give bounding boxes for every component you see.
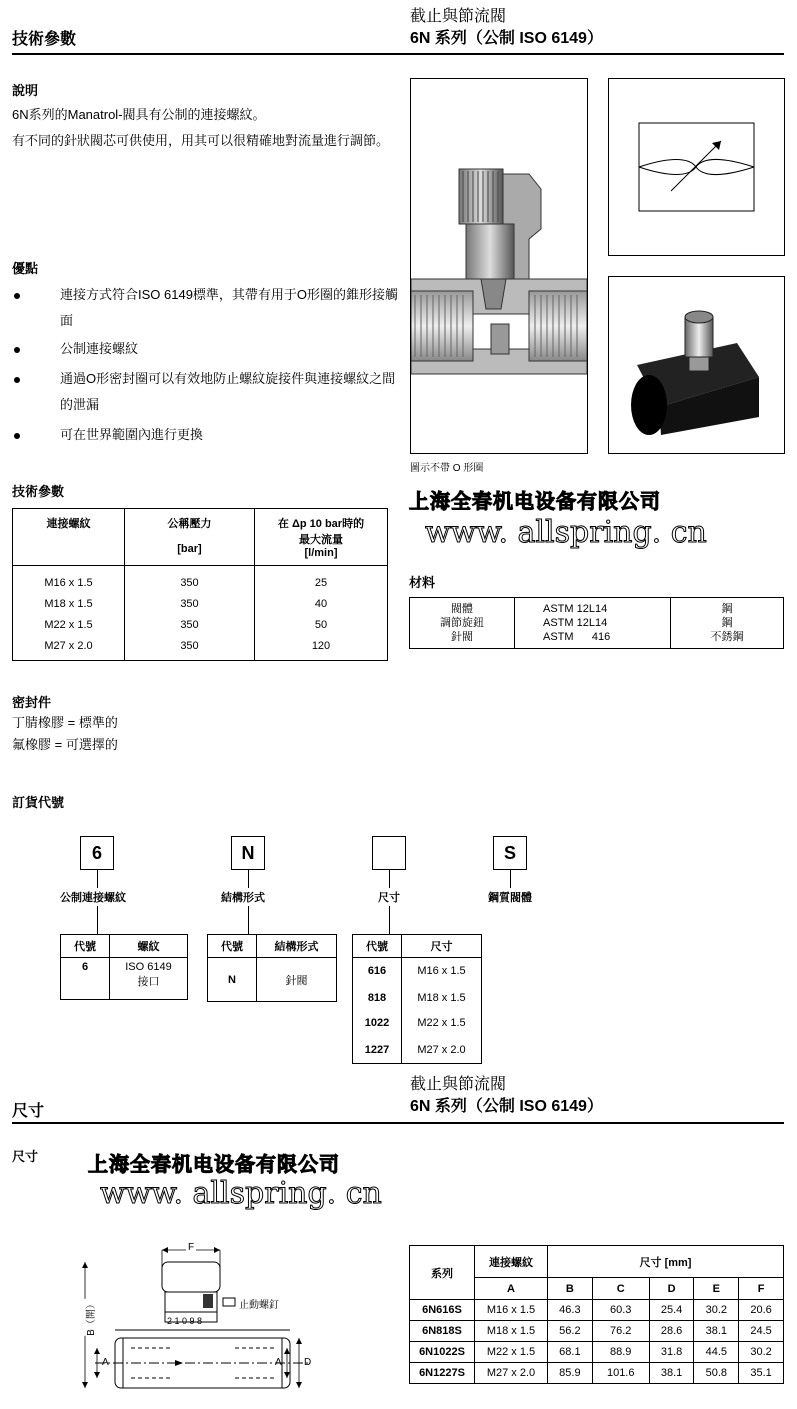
label-size: 尺寸 xyxy=(378,892,400,904)
bullet-icon xyxy=(14,293,20,299)
table-row: 1022 M22 x 1.5 xyxy=(353,1010,482,1036)
label-metric-thread: 公制連接螺紋 xyxy=(60,892,126,904)
product-title-line2: 6N 系列（公制 ISO 6149） xyxy=(410,30,603,47)
structure-code-table: 代號 結構形式 N 針閥 xyxy=(207,934,337,1002)
material-specs: ASTM 12L14 ASTM 12L14 ASTM 416 xyxy=(515,598,671,649)
bullet-icon xyxy=(14,377,20,383)
connector-line xyxy=(248,870,249,888)
table-row: M22 x 1.5 350 50 xyxy=(13,614,388,635)
advantage-item: 可在世界範圍內進行更換 xyxy=(14,422,394,448)
watermark-company: 上海全春机电设备有限公司 xyxy=(88,1152,340,1176)
valve-photo-image xyxy=(608,276,785,454)
watermark-company: 上海全春机电设备有限公司 xyxy=(409,489,661,513)
materials-heading: 材料 xyxy=(409,575,436,590)
description-line2: 有不同的針狀閥芯可供使用，用其可以很精確地對流量進行調節。 xyxy=(12,133,390,148)
tech-params-table xyxy=(12,508,388,661)
connector-line xyxy=(248,906,249,934)
throttle-symbol-icon xyxy=(609,79,784,255)
product-title-2: 截止與節流閥 6N 系列（公制 ISO 6149） xyxy=(410,1076,603,1115)
stop-screw-label: 止動螺釘 xyxy=(239,1300,279,1311)
advantages-heading: 優點 xyxy=(12,261,39,276)
dimensions-section-title: 尺寸 xyxy=(12,1103,45,1120)
material-parts: 閥體 調節旋鈕 針閥 xyxy=(410,598,515,649)
description-heading: 說明 xyxy=(12,83,39,98)
dimensions-table: 系列 連接螺紋 尺寸 [mm] A B C D E F 6N616S M16 x 1.5 46.3 60.3 25.4 30.2 20.6 6N818S M18 x 1.5 56.2 76.2 28.6 38.1 24.5 6N1022S M22 x 1.5 68.1 88.9 31.8 44.5 30.2 6N1227S M27 x 2.0 85.9 101.6 38.1 50.8 35.1 xyxy=(409,1245,784,1384)
col-header-flow: 在 Δp 10 bar時的 最大流量 [l/min] xyxy=(255,509,388,566)
connector-line xyxy=(389,906,390,934)
seals-text: 丁腈橡膠 = 標準的 氟橡膠 = 可選擇的 xyxy=(12,715,118,752)
dim-label-d: D xyxy=(304,1357,312,1368)
table-row: 6 ISO 6149 接口 xyxy=(61,958,188,1000)
col-header-series: 系列 xyxy=(410,1246,475,1300)
thread-code-table: 代號 螺紋 6 ISO 6149 接口 xyxy=(60,934,188,1000)
col-header-thread: 連接螺紋 xyxy=(475,1246,548,1278)
table-row: M27 x 2.0 350 120 xyxy=(13,635,388,661)
connector-line xyxy=(510,870,511,888)
material-types: 鋼 鋼 不銹鋼 xyxy=(710,603,744,643)
watermark-url: www. allspring. cn xyxy=(425,515,707,550)
image-caption: 圖示不帶 O 形圈 xyxy=(410,463,484,474)
connector-line xyxy=(97,870,98,888)
bullet-icon xyxy=(14,347,20,353)
connector-line xyxy=(389,870,390,888)
table-row: 6N1022S M22 x 1.5 68.1 88.9 31.8 44.5 30.2 xyxy=(410,1342,784,1363)
table-row: 6N1227S M27 x 2.0 85.9 101.6 38.1 50.8 35.1 xyxy=(410,1363,784,1384)
description-line1: 6N系列的Manatrol-閥具有公制的連接螺紋。 xyxy=(12,107,266,122)
table-row: 6N616S M16 x 1.5 46.3 60.3 25.4 30.2 20.6 xyxy=(410,1300,784,1321)
valve-photo-icon xyxy=(609,277,784,453)
code-box-size xyxy=(372,836,406,870)
table-row: M18 x 1.5 350 40 xyxy=(13,593,388,614)
col-header-pressure: 公稱壓力 [bar] xyxy=(125,509,255,566)
ordering-heading: 訂貨代號 xyxy=(12,795,65,810)
bullet-icon xyxy=(14,433,20,439)
page-section-title: 技術參數 xyxy=(12,31,77,48)
col-header-dimensions: 尺寸 [mm] xyxy=(548,1246,784,1278)
valve-cutaway-icon xyxy=(411,79,587,453)
dimension-drawing xyxy=(75,1240,315,1400)
flow-symbol-image xyxy=(608,78,785,256)
dimensions-heading: 尺寸 xyxy=(12,1149,39,1164)
table-row: 6N818S M18 x 1.5 56.2 76.2 28.6 38.1 24.5 xyxy=(410,1321,784,1342)
product-title-line1: 截止與節流閥 xyxy=(410,8,507,25)
label-structure: 結構形式 xyxy=(221,892,265,904)
code-box-type: N xyxy=(231,836,265,870)
advantage-item: 連接方式符合ISO 6149標準，其帶有用于O形圈的錐形接觸面 xyxy=(14,282,394,334)
description-text xyxy=(12,104,394,152)
table-row: N 針閥 xyxy=(208,958,337,1002)
table-row: 616 M16 x 1.5 xyxy=(353,958,482,985)
advantage-item: 公制連接螺紋 xyxy=(14,336,394,362)
header-rule xyxy=(12,53,784,55)
dim-label-b: B（開） xyxy=(82,1299,97,1336)
col-header-thread: 連接螺紋 xyxy=(13,509,125,566)
materials-table xyxy=(409,597,784,649)
tech-params-heading: 技術參數 xyxy=(12,484,65,499)
table-row: 818 M18 x 1.5 xyxy=(353,985,482,1011)
table-row: 1227 M27 x 2.0 xyxy=(353,1036,482,1063)
dim-label-a-left: A xyxy=(102,1357,109,1368)
connector-line xyxy=(97,906,98,934)
size-code-table: 代號 尺寸 616 M16 x 1.5 818 M18 x 1.5 1022 M22 x 1.5 1227 M27 x 2.0 xyxy=(352,934,482,1064)
table-row: M16 x 1.5 350 25 xyxy=(13,566,388,594)
dim-label-a-right: A xyxy=(275,1357,282,1368)
watermark-url: www. allspring. cn xyxy=(100,1176,382,1211)
seals-heading: 密封件 xyxy=(12,695,52,710)
valve-cutaway-image xyxy=(410,78,588,454)
dim-label-f: F xyxy=(188,1242,195,1253)
product-title xyxy=(410,6,603,50)
scale-marks: 2 1 0 9 8 xyxy=(167,1316,203,1326)
code-box-thread: 6 xyxy=(80,836,114,870)
label-steel-body: 鋼質閥體 xyxy=(488,892,532,904)
code-box-steel: S xyxy=(493,836,527,870)
header-rule-2 xyxy=(12,1122,784,1124)
advantage-item: 通過O形密封圈可以有效地防止螺紋旋接件與連接螺紋之間的泄漏 xyxy=(14,366,394,418)
